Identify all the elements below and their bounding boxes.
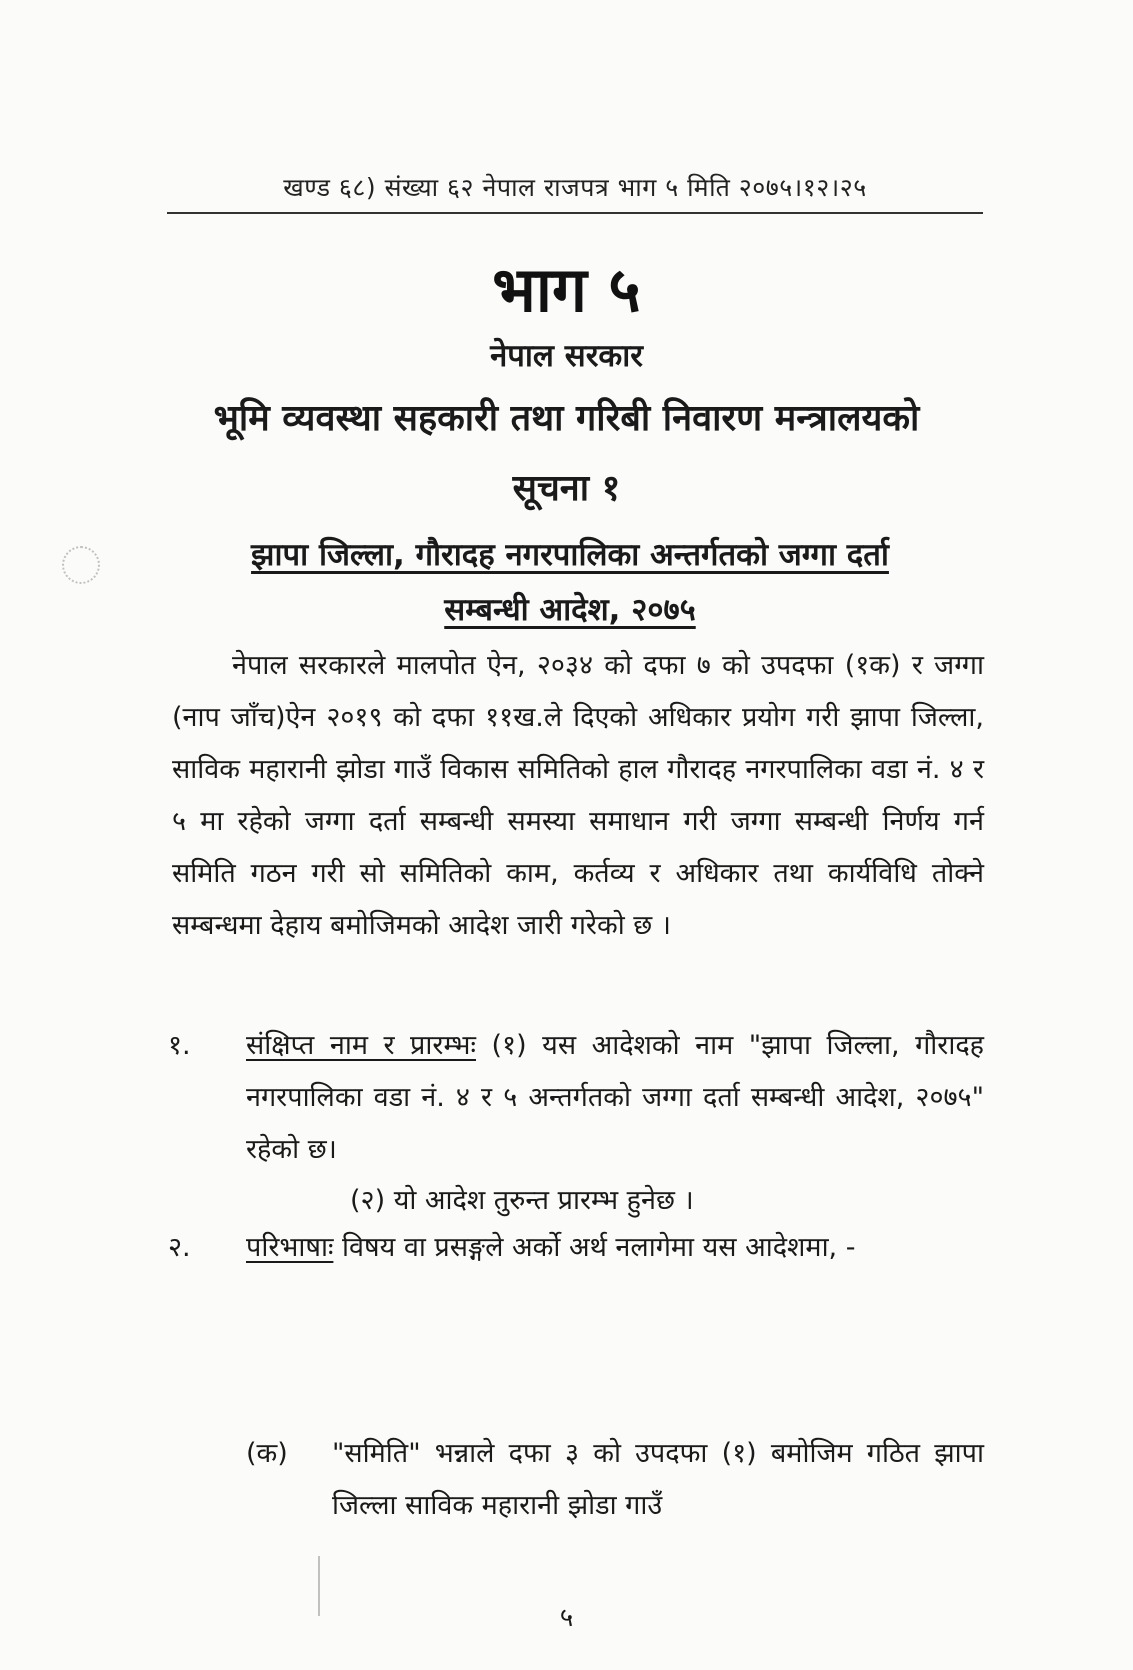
section-2 — [168, 1222, 984, 1274]
preamble-paragraph: नेपाल सरकारले मालपोत ऐन, २०३४ को दफा ७ को उपदफा (१क) र जग्गा (नाप जाँच)ऐन २०१९ को दफा ११ख.ले दिएको अधिकार प्रयोग गरी झापा जिल्ला, साविक महारानी झोडा गाउँ विकास समितिको हाल गौरादह नगरपालिका वडा नं. ४ र ५ मा रहेको जग्गा दर्ता सम्बन्धी समस्या समाधान गरी जग्गा सम्बन्धी निर्णय गर्न समिति गठन गरी सो समितिको काम, कर्तव्य र अधिकार तथा कार्यविधि तोक्ने सम्बन्धमा देहाय बमोजिमको आदेश जारी गरेको छ । — [172, 650, 984, 941]
notice-title: सूचना १ — [512, 468, 621, 509]
section-text: (१) यस आदेशको नाम "झापा जिल्ला, गौरादह नगरपालिका वडा नं. ४ र ५ अन्तर्गतको जग्गा दर्ता सम्बन्धी आदेश, २०७५" रहेको छ। — [246, 1030, 984, 1165]
page-number: ५ — [559, 1603, 574, 1633]
section-number: १. — [168, 1030, 191, 1061]
section-number: २. — [168, 1232, 191, 1263]
section-1-subclause-2: (२) यो आदेश तुरुन्त प्रारम्भ हुनेछ । — [350, 1185, 694, 1216]
ministry-name: भूमि व्यवस्था सहकारी तथा गरिबी निवारण मन्त्रालयको — [213, 398, 920, 439]
section-text: विषय वा प्रसङ्गले अर्को अर्थ नलागेमा यस आदेशमा, - — [333, 1232, 856, 1263]
stamp-mark — [62, 546, 100, 584]
clause-ka — [246, 1428, 984, 1532]
section-heading: संक्षिप्त नाम र प्रारम्भः — [246, 1030, 476, 1061]
clause-text: "समिति" भन्नाले दफा ३ को उपदफा (१) बमोजिम गठित झापा जिल्ला साविक महारानी झोडा गाउँ — [332, 1438, 984, 1521]
running-header: खण्ड ६८) संख्या ६२ नेपाल राजपत्र भाग ५ मिति २०७५।१२।२५ — [167, 170, 983, 214]
subject-line-2: सम्बन्धी आदेश, २०७५ — [444, 592, 696, 628]
scan-artifact — [318, 1556, 320, 1616]
subject-line-1: झापा जिल्ला, गौरादह नगरपालिका अन्तर्गतको जग्गा दर्ता — [251, 537, 889, 573]
government-name: नेपाल सरकार — [490, 338, 643, 374]
section-1 — [168, 1020, 984, 1176]
clause-label: (क) — [246, 1438, 288, 1469]
part-title: भाग ५ — [492, 253, 641, 326]
order-subject — [160, 528, 980, 638]
section-heading: परिभाषाः — [246, 1232, 334, 1263]
section-body — [246, 1020, 984, 1176]
section-body — [246, 1222, 984, 1274]
